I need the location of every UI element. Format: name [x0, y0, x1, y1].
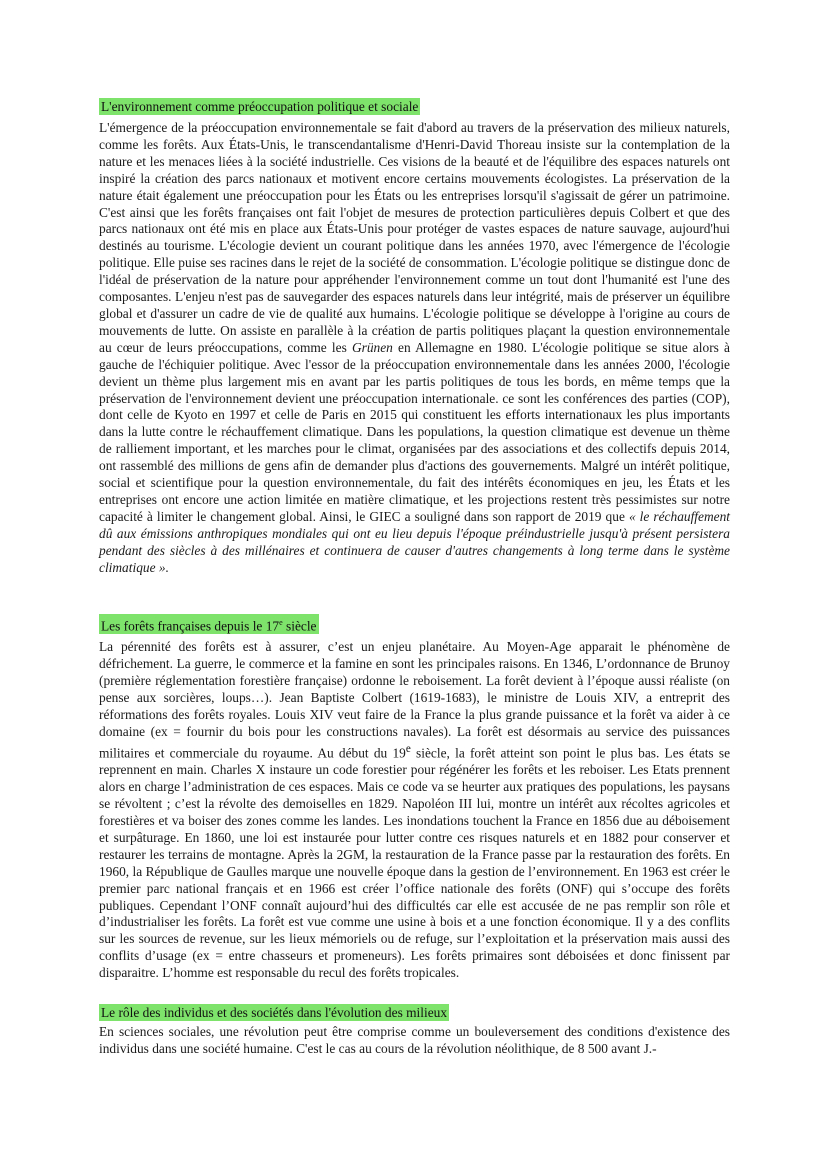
section-forets-francaises: [99, 614, 730, 982]
section-paragraph: [99, 120, 730, 576]
section-heading: L'environnement comme préoccupation politique et sociale: [101, 99, 419, 114]
section-environnement-politique: [99, 98, 730, 576]
section-role-individus: [99, 1004, 730, 1058]
section-paragraph: En sciences sociales, une révolution peut être comprise comme un bouleversement des conditions d'existence des individus dans une société humaine. C'est le cas au cours de la révolution néolithique, de 8 500 avant J.-: [99, 1024, 730, 1056]
emphasis-text: Grünen: [351, 339, 393, 355]
paragraph-text: siècle, la forêt atteint son point le plus bas. Les états se reprennent en main. Charles X instaure un code forestier pour régénérer les forêts et les reboiser. Les Etats prennent alors en charge l’administration de ces espaces. Mais ce code va se heurter aux pratiques des populations, les paysans se révoltent ; c’est la révolte des demoiselles en 1829. Napoléon III lui, montre un intérêt aux récoltes agricoles et forestières et va boiser des zones comme les landes. Les inondations touchent la France en 1856 due au déboisement et surpâturage. En 1860, une loi est instaurée pour lutter contre ces risques naturels et en 1882 pour conserver et restaurer les terrains de montagne. Après la 2GM, la restauration de la France passe par la restauration des forêts. En 1960, la République de Gaulles marque une nouvelle époque dans la gestion de l’environnement. En 1963 est créer le premier parc national français et en 1966 est créer l’office nationale des forêts (ONF) qui s’occupe des forêts publiques. Cependant l’ONF connaît aujourd’hui des difficultés car elle est accusée de ne pas remplir son rôle et d’industrialiser les forêts. La forêt est vue comme une usine à bois et a une fonction économique. Il y a des conflits sur les sources de revenue, sur les lieux mémoriels ou de refuge, sur l’exploitation et la préservation mais aussi des conflits d’usage (ex = entre chasseurs et promeneurs). Les forêts primaires sont déboisées et donc finissent par disparaitre. L’homme est responsable du recul des forêts tropicales.: [99, 745, 731, 981]
superscript: e: [405, 742, 411, 755]
paragraph-text: L'émergence de la préoccupation environnementale se fait d'abord au travers de la préservation des milieux naturels, comme les forêts. Aux États-Unis, le transcendantalisme d'Henri-David Thoreau insiste sur la contemplation de la nature et les menaces liées à la société industrielle. Ces visions de la beauté et de l'équilibre des espaces naturels ont inspiré la création des parcs nationaux et motivent encore certains mouvements écologistes. La préservation de la nature était également une préoccupation pour les États ou les entreprises lorsqu'il s'agissait de gérer un patrimoine. C'est ainsi que les forêts françaises ont fait l'objet de mesures de protection particulières depuis Colbert et que des parcs nationaux ont été mis en place aux États-Unis pour protéger de vastes espaces de nature sauvage, aujourd'hui destinés au tourisme. L'écologie devient un courant politique dans les années 1970, avec l'émergence de l'écologie politique. Elle puise ses racines dans le rejet de la société de consommation. L'écologie politique se distingue donc de l'idéal de préservation de la nature pour appréhender l'environnement comme un tout dont l'humanité est l'une des composantes. L'enjeu n'est pas de sauvegarder des espaces naturels dans leur intégrité, mais de préserver un équilibre global et d'assurer un cadre de vie de qualité aux humains. L'écologie politique se développe à l'origine au cours de mouvements de lutte. On assiste en parallèle à la création de partis politiques plaçant la question environnementale au cœur de leurs préoccupations, comme les: [99, 120, 730, 355]
section-heading: [99, 614, 319, 634]
heading-text-end: siècle: [282, 618, 317, 634]
giec-quote: « le réchauffement dû aux émissions anthropiques mondiales qui ont eu lieu depuis l'époque préindustrielle jusqu'à présent persistera pendant des siècles à des millénaires et continuera de causer d'autres changements à long terme dans le système climatique ».: [99, 508, 730, 575]
paragraph-text: La pérennité des forêts est à assurer, c’est un enjeu planétaire. Au Moyen-Age apparait le phénomène de défrichement. La guerre, le commerce et la famine en sont les principales raisons. En 1346, L’ordonnance de Brunoy (première réglementation forestière française) ordonne le reboisement. La forêt devient à l’époque aussi réaliste (on pense aux sorcières, loups…). Jean Baptiste Colbert (1619-1683), le ministre de Louis XIV, a entreprit des réformations des forêts royales. Louis XIV veut faire de la France la plus grande puissance et la forêt va aider à ce domaine (ex = fournir du bois pour les constructions navales). La forêt est désormais au service des puissances militaires et commerciale du royaume. Au début du 19: [99, 639, 730, 761]
heading-text: Les forêts françaises depuis le 17: [101, 618, 280, 634]
section-paragraph: [99, 639, 730, 982]
section-heading: Le rôle des individus et des sociétés dans l'évolution des milieux: [101, 1005, 448, 1020]
paragraph-text: en Allemagne en 1980. L'écologie politique se situe alors à gauche de l'échiquier politique. Avec l'essor de la préoccupation environnementale dans les années 2000, l'écologie devient un thème plus largement mis en avant par les partis politiques de tous les bords, en même temps que la préservation de l'environnement devient une préoccupation internationale. ce sont les conférences des parties (COP), dont celle de Kyoto en 1997 et celle de Paris en 2015 qui constituent les efforts internationaux les plus importants dans la lutte contre le réchauffement climatique. Dans les populations, la question climatique est devenue un thème de ralliement important, et les marches pour le climat, organisées par des associations et des collectifs depuis 2014, ont rassemblé des millions de gens afin de demander plus d'actions des gouvernements. Malgré un intérêt politique, social et scientifique pour la question environnementale, du fait des intérêts économiques en jeu, les États et les entreprises ont encore une action limitée en matière climatique, et les projections restent très pessimistes sur notre capacité à limiter le changement global. Ainsi, le GIEC a souligné dans son rapport de 2019 que: [99, 339, 730, 524]
heading-superscript: e: [279, 618, 283, 627]
